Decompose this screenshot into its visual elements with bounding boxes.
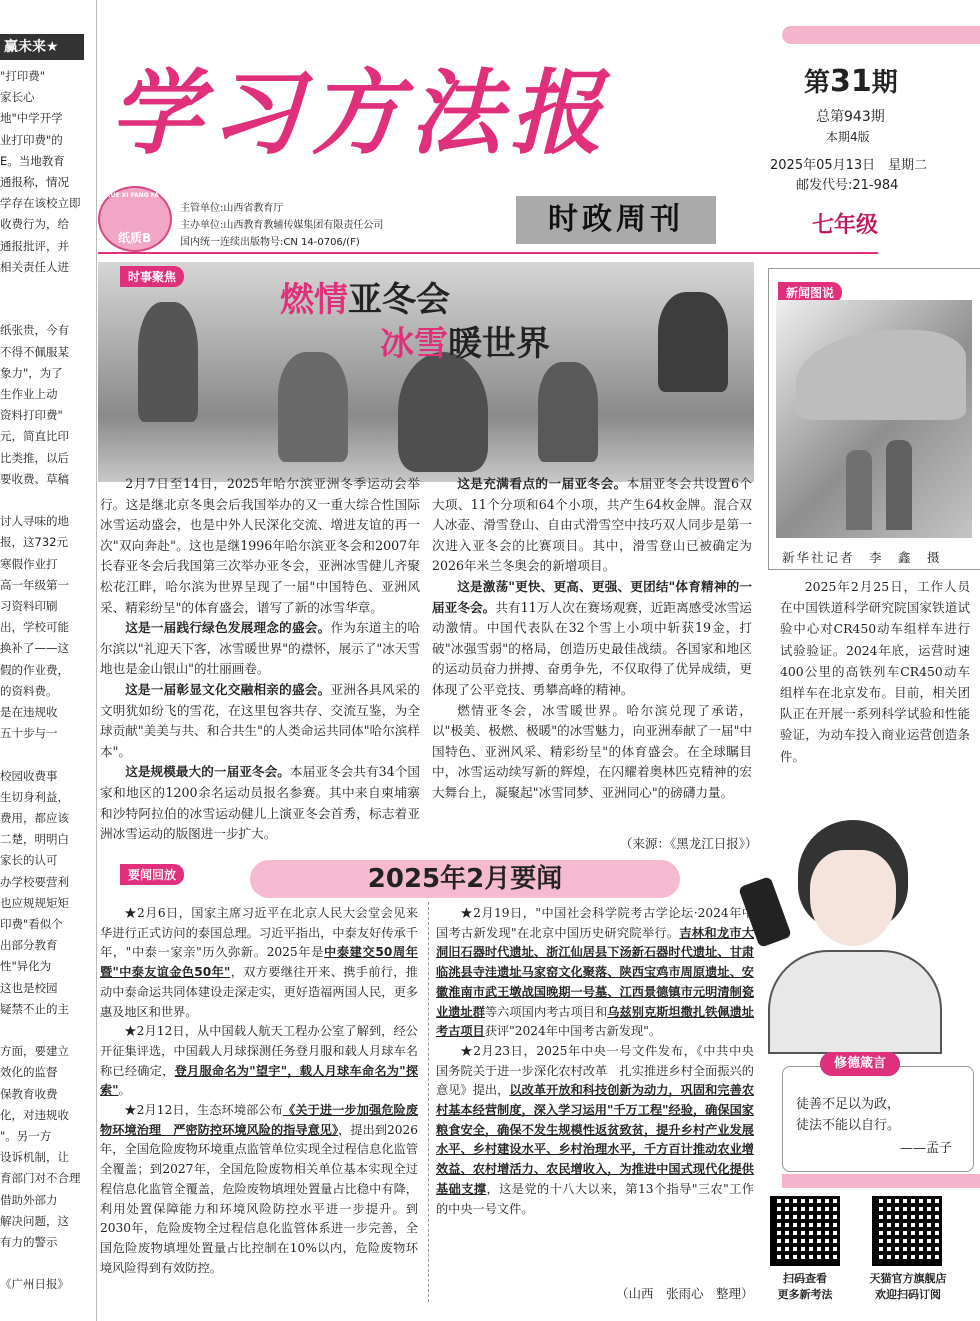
strip-heading: 赢未来★ [0,34,84,60]
photo-caption: 2025年2月25日，工作人员在中国铁道科学研究院国家铁道试验中心对CR450动车组样车进行试验验证。2024年底，运营时速400公里的高铁列车CR450动车组样车在北京发布。目前，相关团队正在开展一系列科学试验和性能验证，为动车投入商业运营创造条件。 [780,579,970,764]
news-highlight: 中泰建交50周年暨"中泰友谊金色50年" [100,945,418,980]
curling-figure [398,352,488,472]
article-paragraph [432,474,752,577]
news-highlight: 乌兹别克斯坦撒扎铁佩遗址考古项目 [436,1004,755,1039]
article-paragraph [100,762,420,844]
news-text: ，这是党的十八大以来，第13个指导"三农"工作的中央一号文件。 [436,1181,754,1216]
sponsor: 主办单位:山西教育教辅传媒集团有限责任公司 [180,220,384,231]
snowboarder-figure [658,292,728,392]
strip-text-line: 元，简直比印 [0,429,69,444]
strip-text-line: 纸张贵，今有 [0,323,69,338]
paragraph-body: 作为东道主的哈尔滨以"礼迎天下客，冰雪暖世界"的襟怀，展示了"冰天雪地也是金山银山"的壮丽画卷。 [100,620,420,677]
column-divider [428,902,430,1302]
strip-text-line: 资料打印费" [0,408,63,423]
paragraph-lead: 这是一届彰显文化交融相亲的盛会。 [125,681,331,697]
strip-text-line: 办学校要营利 [0,874,69,889]
strip-text-line: 借助外部力 [0,1192,58,1207]
news-text: 获评"2024年中国考古新发现"。 [484,1024,662,1039]
section-tag-news-review: 要闻回放 [120,864,184,885]
news-text: ★2月12日，生态环境部公布 [124,1103,283,1118]
strip-text-line: 是在违规收 [0,705,58,719]
strip-text-line: 通报批评，并 [0,238,69,253]
strip-text-line: 要收费、草稿 [0,471,69,486]
news-text: ，双方要继往开来、携手前行，推动中泰命运共同体建设走深走实，更好造福两国人民，更多惠及地区和世界。 [100,965,418,1019]
strip-text-line: 方面，要建立 [0,1044,69,1059]
article-paragraph [100,680,420,762]
news-text: 等六项国内考古项目和 [484,1004,608,1019]
news-text: ★2月12日，从中国载人航天工程办公室了解到，经公开征集评选，中国载人月球探测任务登月服和载人月球车名称已经确定， [100,1024,418,1078]
total-issue: 总第943期 [816,109,885,125]
strip-text-line: 讨人寻味的地 [0,514,69,529]
strip-text-line: 相关责任人进 [0,259,69,274]
strip-text-line: 不得不佩服某 [0,344,69,359]
train-photo [776,300,972,538]
strip-text-line: 报，这732元 [0,535,68,550]
qr-code-exam[interactable] [770,1196,840,1266]
photo-credit: 新华社记者 李 鑫 摄 [782,550,942,565]
strip-text-line: 生作业上动 [0,387,58,401]
news-credit: （山西 张雨心 整理） [616,1286,754,1301]
article-paragraph [432,577,752,701]
strip-text-line: 费用，都应该 [0,811,69,825]
strip-text-line: 的资料费。 [0,683,58,698]
newspaper-title: 学习方法报 [110,59,611,167]
paragraph-body: 本届亚冬会共设置6个大项、11个分项和64个小项，共产生64枚金牌。混合双人冰壶、滑雪登山、自由式滑雪空中技巧双人同步是第一次进入亚冬会的比赛项目。其中，滑雪登山已被确定为2026年米兰冬奥会的新增项目。 [432,476,753,574]
strip-text-line: 出，学校可能 [0,620,69,635]
news-column-right [436,904,767,1219]
article-paragraph [100,474,420,618]
edition-banner: 时政周刊 [516,196,716,244]
paragraph-lead: 这是激荡"更快、更高、更强、更团结"体育精神的一届亚冬会。 [432,578,752,615]
news-section-title: 2025年2月要闻 [250,860,680,898]
news-highlight: 登月服命名为"望宇"，载人月球车命名为"探索" [100,1063,419,1098]
strip-text-line: 五十步与一 [0,726,58,741]
strip-text-line: 寒假作业打 [0,556,58,571]
top-pink-bar [782,26,980,44]
qr-caption-2: 天猫官方旗舰店 欢迎扫码订阅 [869,1272,947,1301]
strip-text-line: 出部分教育 [0,938,58,953]
paragraph-body: 燃情亚冬会，冰雪暖世界。哈尔滨兑现了承诺，以"极美、极燃、极暖"的冰雪魅力，向亚洲奉献了一届"中国特色、亚洲风采、精彩纷呈"的体育盛会。在全球瞩目中，冰雪运动续写新的辉煌，在闪耀着奥林匹克精神的宏大舞台上，凝聚起"冰雪同梦、亚洲同心"的磅礴力量。 [432,702,752,800]
strip-text-line: "打印费" [0,69,46,83]
masthead-rule [98,252,878,254]
strip-text-line: 设诉机制，让 [0,1150,69,1165]
article-column-1 [100,474,420,845]
strip-text-line: 疑禁不止的主 [0,1001,69,1016]
strip-text-line: 家长的认可 [0,853,58,868]
publish-date: 2025年05月13日 星期二 [770,158,928,173]
quote-author: ——孟子 [900,1141,953,1156]
strip-text-line: 习资料印刷 [0,599,58,613]
strip-text-line: 校园收费事 [0,768,58,783]
strip-text-line: 收费行为，给 [0,217,69,232]
quote-title: 修德箴言 [820,1052,900,1076]
worker-figure [886,440,912,530]
strip-text-line: 育部门对不合理 [0,1171,81,1186]
strip-text-line: 高一年级第一 [0,577,69,592]
news-item [100,1101,418,1278]
strip-text-line: 化，对违规收 [0,1107,69,1122]
strip-text-line: 通报称，情况 [0,175,69,189]
paragraph-lead: 这是规模最大的一届亚冬会。 [125,764,290,780]
skater-pair-figure [278,352,348,462]
strip-text-line: 《广州日报》 [0,1277,69,1292]
bottom-pink-bar [782,1174,980,1188]
strip-text-line: 这也是校园 [0,980,58,995]
strip-text-line: 印费"看似个 [0,917,63,931]
paragraph-lead: 这是充满看点的一届亚冬会。 [457,476,627,491]
news-item [436,1042,767,1219]
supervisor: 主管单位:山西省教育厅 [180,203,284,214]
news-highlight: 《关于进一步加强危险废物环境治理 严密防控环境风险的指导意见》 [100,1103,419,1137]
strip-text-line: 换补了——这 [0,641,69,656]
news-item [100,1022,418,1101]
quote-line-1: 徒善不足以为政， [796,1097,901,1112]
strip-text-line: 象力"，为了 [0,365,63,380]
article-source: （来源：《黑龙江日报》） [620,836,758,851]
hockey-player-figure [138,302,198,422]
strip-text-line: 性"异化为 [0,959,52,974]
grade-label: 七年级 [812,213,879,238]
paragraph-body: 共有11万人次在赛场观赛，近距离感受冰雪运动激情。中国代表队在32个雪上小项中斩获19金，打破"冰强雪弱"的格局，创造历史最佳战绩。各国家和地区的运动员奋力拼搏、奋勇争先，不仅取得了优异成绩，更体现了公平竞技、勇攀高峰的精神。 [432,599,752,697]
strip-text-line: 生切身利益， [0,789,69,804]
strip-text-line: 也应规规矩矩 [0,895,69,910]
article-paragraph [100,618,420,680]
strip-text-line: "。另一方 [0,1129,52,1143]
article-paragraph [432,701,752,804]
page-count: 本期4版 [826,130,870,144]
news-item [436,904,754,1042]
paragraph-lead: 这是一届践行绿色发展理念的盛会。 [125,620,331,636]
strip-text-line: 有力的警示 [0,1235,58,1249]
cn-number: 国内统一连续出版物号:CN 14-0706/(F) [180,237,360,248]
qr-caption-1: 扫码查看 更多新考法 [777,1272,833,1301]
issue-number: 第31期 [804,64,898,99]
strip-text-line: 业打印费"的 [0,132,63,147]
strip-text-line: 学存在该校立即 [0,196,81,211]
news-text: 。 [118,1083,131,1098]
strip-text-line: 假的作业费， [0,662,69,677]
cartoon-face [810,850,896,946]
news-text: ★2月23日，2025年中央一号文件发布，《中共中央 国务院关于进一步深化农村改革 扎实推进乡村全面振兴的意见》提出， [436,1043,767,1098]
paragraph-body: 亚洲各具风采的文明犹如纷飞的雪花，在这里包容共存、交流互鉴，为全球贡献"美美与共、和合共生"的人类命运共同体"哈尔滨样本"。 [100,681,420,759]
article-column-2 [432,474,752,804]
speed-skater-figure [538,362,598,462]
news-text: ★2月6日，国家主席习近平在北京人民大会堂会见来华进行正式访问的泰国总理。习近平指出，中泰友好传承千年，"中泰一家亲"历久弥新。2025年是 [100,906,418,960]
strip-text-line: E。当地教育 [0,153,65,168]
worker-figure [846,450,872,530]
news-highlight: 吉林和龙市大洞旧石器时代遗址、浙江仙居县下汤新石器时代遗址、甘肃临洮县寺洼遗址马家窑文化聚落、陕西宝鸡市周原遗址、安徽淮南市武王墩战国晚期一号墓、江西景德镇市元明清制瓷业遗址群 [436,925,755,1019]
news-text: ，提出到2026年，全国危险废物环境重点监管单位实现全过程信息化监管全覆盖；到2027年，全国危险废物相关单位基本实现全过程信息化监管全覆盖，危险废物填埋处置量占比稳中有降，利用处置保障能力和环境风险防控水平进一步提升。到2030年，危险废物全过程信息化监管体系进一步完善，全国危险废物填埋处置量占比控制在10%以内，危险废物环境风险得到有效防控。 [100,1122,418,1275]
train-nose-shape [796,330,966,420]
postal-code: 邮发代号:21-984 [796,178,899,193]
strip-text-line: 效化的监督 [0,1065,58,1080]
quote-line-2: 徒法不能以自行。 [796,1118,901,1133]
news-highlight: 以改革开放和科技创新为动力，巩固和完善农村基本经营制度，深入学习运用"千万工程"经验，确保国家粮食安全，确保不发生规模性返贫致贫，提升乡村产业发展水平、乡村建设水平、乡村治理水平，千方百计推动农业增效益、农村增活力、农民增收入，为推进中国式现代化提供基础支撑 [436,1083,755,1196]
news-column-left [100,904,418,1278]
news-text: ★2月19日，"中国社会科学院考古学论坛·2024年中国考古新发现"在北京中国历史研究院举行。 [436,906,754,940]
reader-cartoon [748,810,948,1050]
logo-pinyin: XUE XI FANG FA BAO [106,192,176,199]
adjacent-page-strip [0,0,97,1321]
strip-text-line: 地"中学开学 [0,111,63,126]
paragraph-body: 2月7日至14日，2025年哈尔滨亚洲冬季运动会举行。这是继北京冬奥会后我国举办的又一重大综合性国际冰雪运动盛会，也是中外人民深化交流、增进友谊的再一次"双向奔赴"。这也是继1996年哈尔滨亚冬会和2007年长春亚冬会后我国第三次举办亚冬会，亚洲冰雪健儿齐聚松花江畔，哈尔滨为世界呈现了一届"中国特色、亚洲风采、精彩纷呈"的体育盛会，谱写了新的冰雪华章。 [100,476,420,615]
strip-text-line: 比类推，以后 [0,450,69,465]
section-tag-current-affairs: 时事聚焦 [120,266,184,287]
news-item [100,904,418,1022]
paragraph-body: 本届亚冬会共有34个国家和地区的1200余名运动员报名参赛。其中来自柬埔寨和沙特阿拉伯的冰雪运动健儿上演亚冬会首秀，标志着亚洲冰雪运动的版图进一步扩大。 [100,764,420,842]
hero-title-line1: 燃情亚冬会 [280,280,450,320]
strip-text-line: 二楚，明明白 [0,832,69,847]
qr-code-store[interactable] [872,1196,942,1266]
section-tag-photo-news: 新闻图说 [778,282,842,303]
logo-mark: 纸质B [118,231,152,245]
cartoon-body [768,950,942,1054]
strip-text-line: 解决问题，这 [0,1213,69,1228]
strip-text-line: 家长心 [0,90,35,105]
strip-text-line: 保教育收费 [0,1086,58,1101]
hero-title-line2: 冰雪暖世界 [380,324,550,364]
